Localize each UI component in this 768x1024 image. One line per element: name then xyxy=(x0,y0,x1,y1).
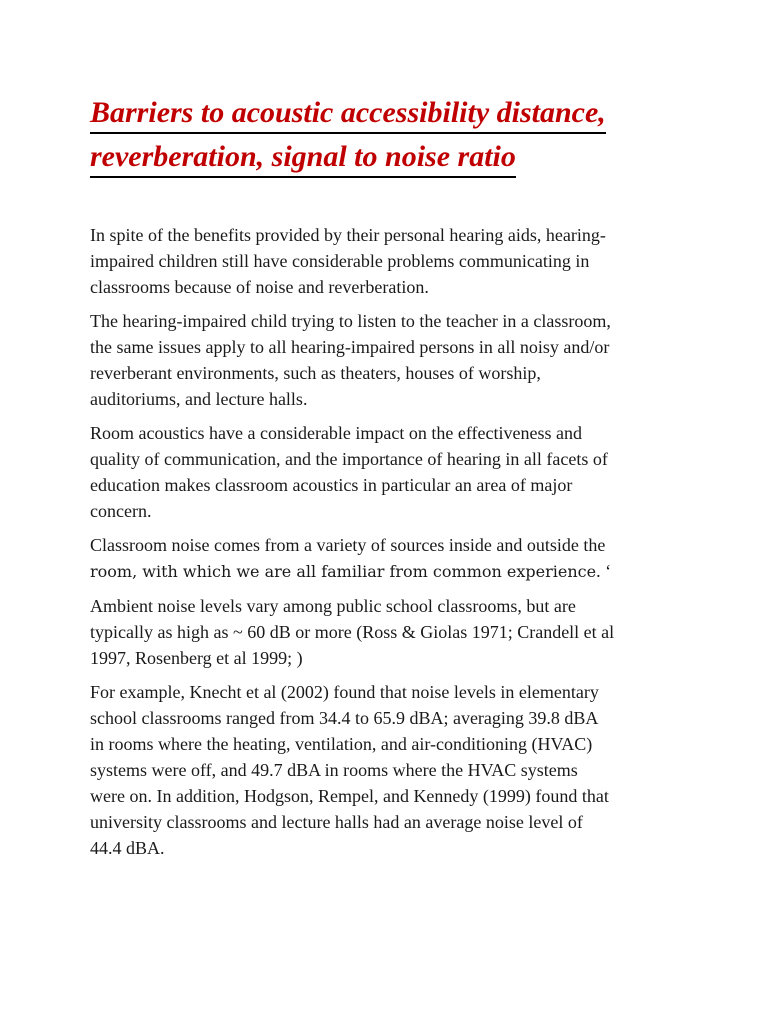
paragraph xyxy=(90,222,690,300)
document-body xyxy=(90,222,690,869)
text-line: Ambient noise levels vary among public school classrooms, but are xyxy=(90,596,576,616)
text-line: the same issues apply to all hearing-impaired persons in all noisy and/or xyxy=(90,337,610,357)
text-line: 44.4 dBA. xyxy=(90,838,165,858)
text-line: For example, Knecht et al (2002) found that noise levels in elementary xyxy=(90,682,599,702)
text-line: concern. xyxy=(90,501,152,521)
text-line: The hearing-impaired child trying to listen to the teacher in a classroom, xyxy=(90,311,611,331)
text-line: reverberant environments, such as theaters, houses of worship, xyxy=(90,363,541,383)
text-line: 1997, Rosenberg et al 1999; ) xyxy=(90,648,303,668)
text-line: school classrooms ranged from 34.4 to 65.9 dBA; averaging 39.8 dBA xyxy=(90,708,599,728)
paragraph xyxy=(90,532,690,585)
paragraph xyxy=(90,679,690,861)
text-tail: . ‘ xyxy=(596,561,612,581)
paragraph xyxy=(90,420,690,524)
title-line: Barriers to acoustic accessibility distance, xyxy=(90,94,606,134)
text-line: university classrooms and lecture halls had an average noise level of xyxy=(90,812,583,832)
paragraph xyxy=(90,308,690,412)
text-line: quality of communication, and the importance of hearing in all facets of xyxy=(90,449,608,469)
text-line: Room acoustics have a considerable impact on the effectiveness and xyxy=(90,423,582,443)
text-line: typically as high as ~ 60 dB or more (Ross & Giolas 1971; Crandell et al xyxy=(90,622,615,642)
title-line: reverberation, signal to noise ratio xyxy=(90,138,516,178)
text-line: classrooms because of noise and reverberation. xyxy=(90,277,429,297)
text-line: impaired children still have considerable problems communicating in xyxy=(90,251,590,271)
paragraph xyxy=(90,593,690,671)
text-line: Classroom noise comes from a variety of sources inside and outside the xyxy=(90,535,606,555)
text-line: were on. In addition, Hodgson, Rempel, and Kennedy (1999) found that xyxy=(90,786,609,806)
text-line: education makes classroom acoustics in particular an area of major xyxy=(90,475,573,495)
text-line: In spite of the benefits provided by their personal hearing aids, hearing- xyxy=(90,225,606,245)
alt-font-text: room, with which we are all familiar from common experience xyxy=(90,562,597,581)
text-line: auditoriums, and lecture halls. xyxy=(90,389,308,409)
text-line-mixed xyxy=(90,558,690,585)
document-title xyxy=(90,92,690,180)
text-line: systems were off, and 49.7 dBA in rooms where the HVAC systems xyxy=(90,760,578,780)
text-line: in rooms where the heating, ventilation, and air-conditioning (HVAC) xyxy=(90,734,593,754)
